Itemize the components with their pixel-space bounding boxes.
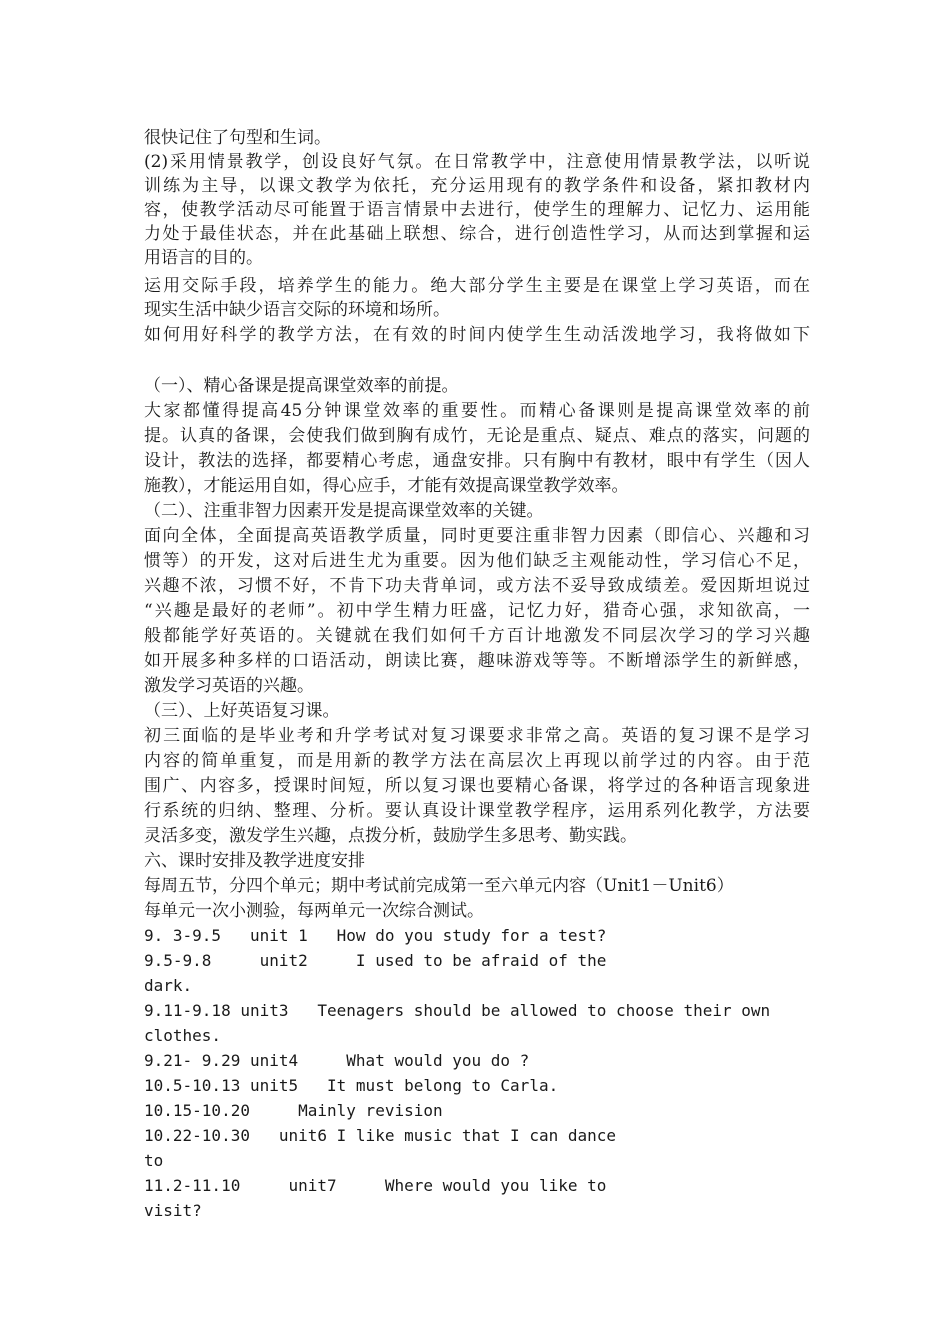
schedule-line: 9. 3-9.5 unit 1 How do you study for a test? xyxy=(144,926,607,945)
text-line: 力处于最佳状态，并在此基础上联想、综合，进行创造性学习，从而达到掌握和运 xyxy=(144,224,810,244)
text-line: 般都能学好英语的。关键就在我们如何千方百计地激发不同层次学习的学习兴趣 xyxy=(144,626,810,646)
schedule-line: to xyxy=(144,1151,164,1170)
schedule-line: 11.2-11.10 unit7 Where would you like to xyxy=(144,1176,607,1195)
schedule-line: 10.22-10.30 unit6 I like music that I can dance xyxy=(144,1126,617,1145)
text-line: 提。认真的备课，会使我们做到胸有成竹，无论是重点、疑点、难点的落实，问题的 xyxy=(144,426,810,446)
text-line: 设计，教法的选择，都要精心考虑，通盘安排。只有胸中有教材，眼中有学生（因人 xyxy=(144,451,810,471)
text-line: 内容的简单重复，而是用新的教学方法在高层次上再现以前学过的内容。由于范 xyxy=(144,751,810,771)
text-line: 用语言的目的。 xyxy=(144,248,263,268)
text-line: 初三面临的是毕业考和升学考试对复习课要求非常之高。英语的复习课不是学习 xyxy=(144,726,810,746)
schedule-line: 9.11-9.18 unit3 Teenagers should be allowed to choose their own xyxy=(144,1001,771,1020)
text-line: 如开展多种多样的口语活动，朗读比赛，趣味游戏等等。不断增添学生的新鲜感， xyxy=(144,651,810,671)
text-line: 运用交际手段，培养学生的能力。绝大部分学生主要是在课堂上学习英语，而在 xyxy=(144,276,810,296)
schedule-line: visit? xyxy=(144,1201,202,1220)
text-line: 激发学习英语的兴趣。 xyxy=(144,676,314,696)
text-line: 每单元一次小测验，每两单元一次综合测试。 xyxy=(144,901,484,921)
text-line: 面向全体，全面提高英语教学质量，同时更要注重非智力因素（即信心、兴趣和习 xyxy=(144,526,810,546)
text-line: 行系统的归纳、整理、分析。要认真设计课堂教学程序，运用系列化教学，方法要 xyxy=(144,801,810,821)
text-line: 惯等）的开发，这对后进生尤为重要。因为他们缺乏主观能动性，学习信心不足， xyxy=(144,551,810,571)
text-line: 现实生活中缺少语言交际的环境和场所。 xyxy=(144,300,450,320)
text-line: 训练为主导，以课文教学为依托，充分运用现有的教学条件和设备，紧扣教材内 xyxy=(144,176,810,196)
text-line: 围广、内容多，授课时间短，所以复习课也要精心备课，将学过的各种语言现象进 xyxy=(144,776,810,796)
section-heading: 六、课时安排及教学进度安排 xyxy=(144,851,365,871)
schedule-line: 9.5-9.8 unit2 I used to be afraid of the xyxy=(144,951,607,970)
text-line: 施教），才能运用自如，得心应手，才能有效提高课堂教学效率。 xyxy=(144,476,629,496)
schedule-line: clothes. xyxy=(144,1026,222,1045)
schedule-line: 9.21- 9.29 unit4 What would you do ? xyxy=(144,1051,530,1070)
text-line: 大家都懂得提高45分钟课堂效率的重要性。而精心备课则是提高课堂效率的前 xyxy=(144,401,810,421)
text-line: 很快记住了句型和生词。 xyxy=(144,128,331,148)
text-line: 兴趣不浓，习惯不好，不肯下功夫背单词，或方法不妥导致成绩差。爱因斯坦说过 xyxy=(144,576,810,596)
section-heading: （二）、注重非智力因素开发是提高课堂效率的关键。 xyxy=(144,501,544,521)
text-line: 如何用好科学的教学方法，在有效的时间内使学生生动活泼地学习，我将做如下 xyxy=(144,325,810,345)
text-line: 每周五节，分四个单元；期中考试前完成第一至六单元内容（Unit1－Unit6） xyxy=(144,876,734,896)
section-heading: （一）、精心备课是提高课堂效率的前提。 xyxy=(144,376,459,396)
text-line: “兴趣是最好的老师”。初中学生精力旺盛，记忆力好，猎奇心强，求知欲高，一 xyxy=(144,601,810,621)
text-line: 灵活多变，激发学生兴趣，点拨分析，鼓励学生多思考、勤实践。 xyxy=(144,826,637,846)
text-line: (2)采用情景教学，创设良好气氛。在日常教学中，注意使用情景教学法，以听说 xyxy=(144,152,810,172)
schedule-line: dark. xyxy=(144,976,193,995)
text-line: 容，使教学活动尽可能置于语言情景中去进行，使学生的理解力、记忆力、运用能 xyxy=(144,200,810,220)
schedule-line: 10.5-10.13 unit5 It must belong to Carla. xyxy=(144,1076,559,1095)
section-heading: （三）、上好英语复习课。 xyxy=(144,701,340,721)
schedule-line: 10.15-10.20 Mainly revision xyxy=(144,1101,443,1120)
